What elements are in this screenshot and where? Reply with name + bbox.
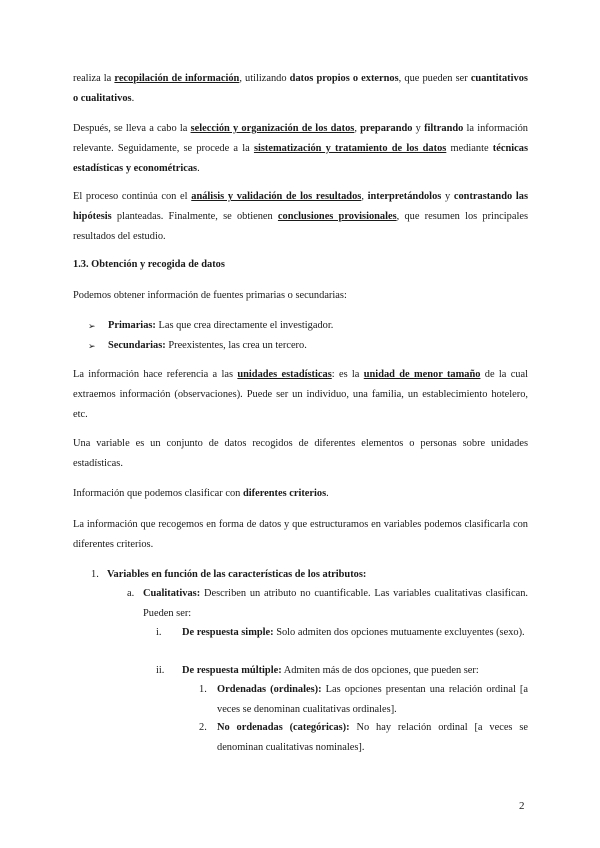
text-run: Admiten más de dos opciones, que pueden ser: (281, 665, 479, 676)
text-run: planteadas. Finalmente, se obtienen (111, 211, 278, 222)
term-primarias: Primarias: (108, 320, 156, 331)
emphasis-conclusiones: conclusiones provisionales (277, 211, 397, 222)
emphasis-recopilacion: recopilación de información (114, 73, 240, 84)
list-item-text: Variables en función de las características de los atributos: (107, 569, 367, 580)
emphasis-preparando: preparando (360, 123, 413, 134)
list-item-text (143, 584, 528, 624)
paragraph-analisis (73, 187, 528, 247)
emphasis-sistematizacion: sistematización y tratamiento de los datos (253, 143, 447, 154)
term-secundarias: Secundarias: (108, 340, 166, 351)
text-run: . (131, 93, 135, 104)
text-run: de la cual extraemos información (observaciones). Puede ser un individuo, una familia, un establecimiento hotelero, etc. (73, 369, 528, 420)
text-run: , (361, 191, 368, 202)
emphasis-analisis: análisis y validación de los resultados (191, 191, 362, 202)
emphasis-diferentes-criterios: diferentes criterios (242, 488, 327, 499)
emphasis-interpretandolos: interpretándolos (367, 191, 442, 202)
text-run: la información relevante. Seguidamente, se procede a la (73, 123, 528, 154)
text-run: Describen un atributo no cuantificable. Las variables cualitativas clasifican. Pueden ser: (143, 588, 528, 619)
text-run: Las que crea directamente el investigador. (155, 320, 334, 331)
text-run: mediante (446, 143, 493, 154)
term-no-ordenadas: No ordenadas (categóricas): (217, 722, 350, 733)
text-run: : es la (331, 369, 364, 380)
emphasis-tecnicas: técnicas estadísticas y econométricas (73, 143, 528, 174)
text-run: , que resumen los principales resultados del estudio. (73, 211, 528, 242)
list-item-text (217, 680, 528, 720)
emphasis-datos-propios: datos propios o externos (289, 73, 399, 84)
text-run: . (326, 488, 329, 499)
list-number: 1. (199, 684, 207, 695)
paragraph-criterios (73, 484, 528, 504)
paragraph-seleccion (73, 119, 528, 179)
text-run: , (354, 123, 361, 134)
arrow-bullet-icon: ➢ (88, 341, 96, 351)
text-run: Después, se lleva a cabo la (73, 123, 191, 134)
text-run: Las opciones presentan una relación ordinal [a veces se denominan cualitativas ordinales]. (217, 684, 529, 715)
term-respuesta-multiple: De respuesta múltiple: (182, 665, 282, 676)
list-number: 2. (199, 722, 207, 733)
term-respuesta-simple: De respuesta simple: (182, 627, 274, 638)
text-run: La información hace referencia a las (73, 369, 238, 380)
text-run: Solo admiten dos opciones mutuamente excluyentes (sexo). (273, 627, 525, 638)
section-heading: 1.3. Obtención y recogida de datos (73, 259, 225, 270)
text-run: Preexistentes, las crea un tercero. (165, 340, 307, 351)
text-run: , utilizando (239, 73, 290, 84)
text-run: No hay relación ordinal [a veces se denominan cualitativas nominales]. (217, 722, 528, 753)
page-number: 2 (519, 800, 525, 812)
paragraph-clasificacion: La información que recogemos en forma de datos y que estructuramos en variables podemos clasificarla con diferentes criterios. (73, 519, 528, 550)
list-item-text (217, 718, 528, 758)
text-run: y (412, 123, 425, 134)
list-letter: a. (127, 588, 135, 599)
text-run: Información que podemos clasificar con (73, 488, 243, 499)
arrow-bullet-icon: ➢ (88, 321, 96, 331)
text-run: y (441, 191, 454, 202)
list-item-text (108, 336, 528, 356)
list-item-text (108, 316, 528, 336)
list-roman: ii. (156, 665, 165, 676)
paragraph-unidades (73, 365, 528, 425)
emphasis-seleccion: selección y organización de los datos (190, 123, 355, 134)
list-roman: i. (156, 627, 162, 638)
emphasis-filtrando: filtrando (424, 123, 464, 134)
list-item-text (182, 661, 528, 681)
text-run: . (197, 163, 200, 174)
text-run: El proceso continúa con el (73, 191, 192, 202)
text-run: , que pueden ser (398, 73, 471, 84)
emphasis-contrastando: contrastando las hipótesis (73, 191, 528, 222)
term-cualitativas: Cualitativas: (143, 588, 201, 599)
emphasis-unidad-menor: unidad de menor tamaño (363, 369, 481, 380)
list-number: 1. (91, 569, 99, 580)
emphasis-cuantitativos: cuantitativos o cualitativos (73, 73, 528, 104)
emphasis-unidades-estadisticas: unidades estadísticas (237, 369, 332, 380)
list-item-text (182, 623, 528, 643)
paragraph-recopilacion (73, 69, 528, 109)
paragraph-fuentes: Podemos obtener información de fuentes primarias o secundarias: (73, 290, 347, 301)
text-run: realiza la (73, 73, 115, 84)
term-ordenadas: Ordenadas (ordinales): (217, 684, 322, 695)
paragraph-variable: Una variable es un conjunto de datos recogidos de diferentes elementos o personas sobre unidades estadísticas. (73, 438, 528, 469)
